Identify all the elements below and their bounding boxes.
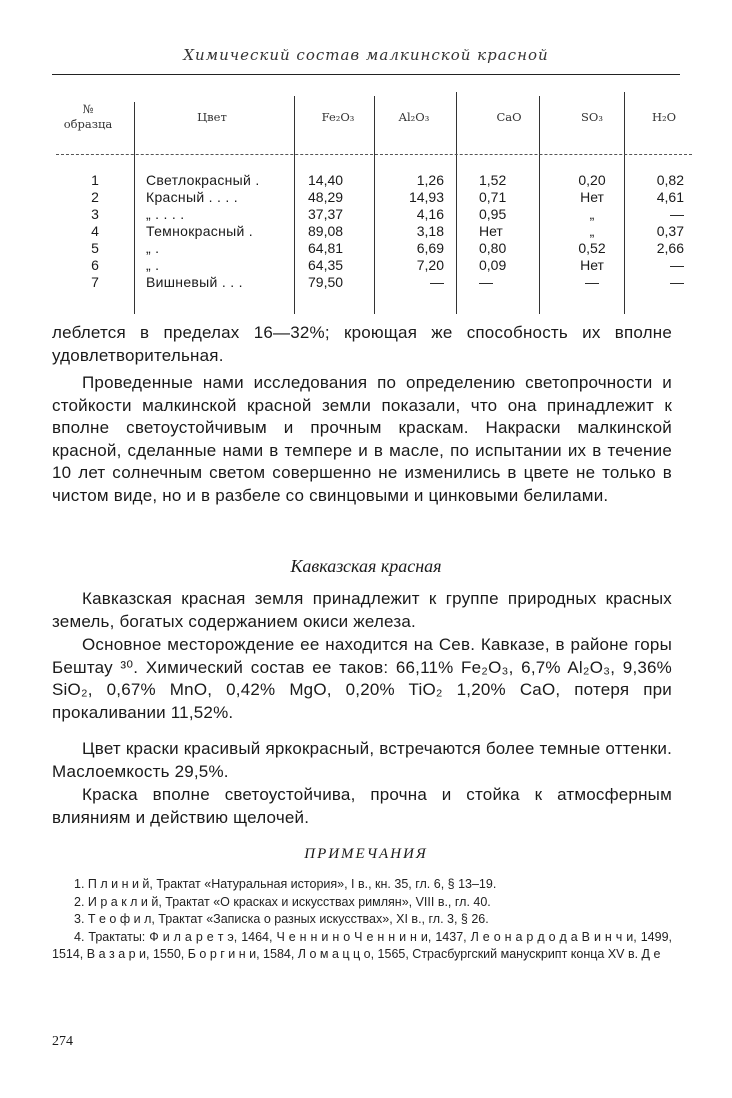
cell-sample-no: 1 (91, 172, 99, 188)
header-dash-rule (56, 154, 692, 155)
table-row (52, 189, 692, 206)
cell-fe2o3: 64,35 (308, 257, 344, 273)
cell-so3: — (585, 274, 599, 290)
cell-h2o: 0,37 (656, 223, 684, 239)
cell-so3: „ (589, 223, 595, 239)
cell-color: Вишневый . . . (146, 274, 243, 290)
cell-color: „ . (146, 257, 160, 273)
cell-fe2o3: 37,37 (308, 206, 344, 222)
notes-list (52, 876, 672, 964)
paragraph: Основное месторождение ее находится на Сев. Кавказе, в районе горы Бештау ³⁰. Химический состав ее таков: 66,11% Fe₂O₃, 6,7% Al₂O₃, 9,36% SiO₂, 0,67% MnO, 0,42% MgO, 0,20% TiO₂ 1,20% CaO, потеря при прокаливании 11,52%. (52, 635, 672, 722)
cell-cao: — (479, 274, 493, 290)
cell-cao: 1,52 (479, 172, 507, 188)
cell-al2o3: 1,26 (416, 172, 444, 188)
table-row (52, 257, 692, 274)
cell-al2o3: 3,18 (416, 223, 444, 239)
cell-al2o3: 14,93 (408, 189, 444, 205)
cell-so3: 0,20 (578, 172, 606, 188)
cell-color: Светлокрасный . (146, 172, 260, 188)
head-rule (52, 74, 680, 75)
note-item: 4. Трактаты: Ф и л а р е т э, 1464, Ч е н н и н о Ч е н н и н и, 1437, Л е о н а р д о д а В и н ч и, 1499, 1514, В а з а р и, 1550, Б о р г и н и, 1584, Л о м а ц ц о, 1565, Страсбургский манускрипт конца XV в. Д е (52, 929, 672, 961)
cell-cao: 0,09 (479, 257, 507, 273)
running-head: Химический состав малкинской красной (183, 46, 549, 64)
section-heading: Кавказская красная (290, 556, 442, 576)
cell-so3: „ (589, 206, 595, 222)
cell-fe2o3: 64,81 (308, 240, 344, 256)
note-item: 2. И р а к л и й, Трактат «О красках и искусствах римлян», VIII в., гл. 40. (74, 894, 491, 909)
cell-h2o: — (670, 257, 684, 273)
cell-h2o: 4,61 (656, 189, 684, 205)
cell-fe2o3: 14,40 (308, 172, 344, 188)
table-row (52, 240, 692, 257)
cell-so3: Нет (580, 189, 604, 205)
paragraph: леблется в пределах 16—32%; кроющая же способность их вполне удовлетворительная. (52, 323, 672, 365)
cell-cao: Нет (479, 223, 503, 239)
notes-heading: ПРИМЕЧАНИЯ (304, 846, 428, 862)
paragraph: Кавказская красная земля принадлежит к группе природных красных земель, богатых содержанием окиси железа. (52, 589, 672, 631)
cell-fe2o3: 48,29 (308, 189, 344, 205)
cell-color: Темнокрасный . (146, 223, 253, 239)
cell-h2o: — (670, 274, 684, 290)
cell-al2o3: 4,16 (416, 206, 444, 222)
cell-al2o3: — (430, 274, 444, 290)
cell-sample-no: 2 (91, 189, 99, 205)
header-so3: SO₃ (581, 110, 603, 124)
header-fe2o3: Fe₂O₃ (321, 110, 355, 124)
cell-cao: 0,95 (479, 206, 507, 222)
cell-sample-no: 6 (91, 257, 99, 273)
paragraph: Проведенные нами исследования по определению светопрочности и стойкости малкинской красной земли показали, что она принадлежит к вполне светоустойчивым и прочным краскам. Накраски малкинской красной, сделанные нами в темпере и в масле, по испытании их в течение 10 лет солнечным светом совершенно не изменились в цвете не только в чистом виде, но и в разбеле со свинцовыми и цинковыми белилами. (52, 373, 672, 505)
paragraph: Краска вполне светоустойчива, прочна и стойка к атмосферным влияниям и действию щелочей. (52, 785, 672, 827)
header-cao: CaO (496, 110, 522, 124)
cell-fe2o3: 79,50 (308, 274, 344, 290)
header-h2o: H₂O (651, 110, 677, 124)
cell-h2o: 0,82 (656, 172, 684, 188)
cell-h2o: 2,66 (656, 240, 684, 256)
cell-sample-no: 4 (91, 223, 99, 239)
header-sample-no: № образца (63, 102, 113, 131)
composition-table (52, 92, 692, 314)
table-row (52, 206, 692, 223)
cell-cao: 0,71 (479, 189, 507, 205)
cell-color: „ . . . . (146, 206, 185, 222)
cell-color: Красный . . . . (146, 189, 238, 205)
cell-sample-no: 5 (91, 240, 99, 256)
table-row (52, 172, 692, 189)
cell-fe2o3: 89,08 (308, 223, 344, 239)
header-al2o3: Al₂O₃ (398, 110, 430, 124)
cell-h2o: — (670, 206, 684, 222)
header-color: Цвет (197, 110, 227, 124)
cell-color: „ . (146, 240, 160, 256)
table-row (52, 274, 692, 291)
cell-sample-no: 3 (91, 206, 99, 222)
paragraph: Цвет краски красивый яркокрасный, встречаются более темные оттенки. Маслоемкость 29,5%. (52, 739, 672, 781)
cell-al2o3: 7,20 (416, 257, 444, 273)
note-item: 1. П л и н и й, Трактат «Натуральная история», I в., кн. 35, гл. 6, § 13–19. (74, 877, 497, 891)
cell-al2o3: 6,69 (416, 240, 444, 256)
cell-sample-no: 7 (91, 274, 99, 290)
table-row (52, 223, 692, 240)
cell-so3: Нет (580, 257, 604, 273)
cell-so3: 0,52 (578, 240, 606, 256)
note-item: 3. Т е о ф и л, Трактат «Записка о разных искусствах», XI в., гл. 3, § 26. (74, 912, 489, 926)
page-number: 274 (52, 1034, 73, 1049)
cell-cao: 0,80 (479, 240, 507, 256)
